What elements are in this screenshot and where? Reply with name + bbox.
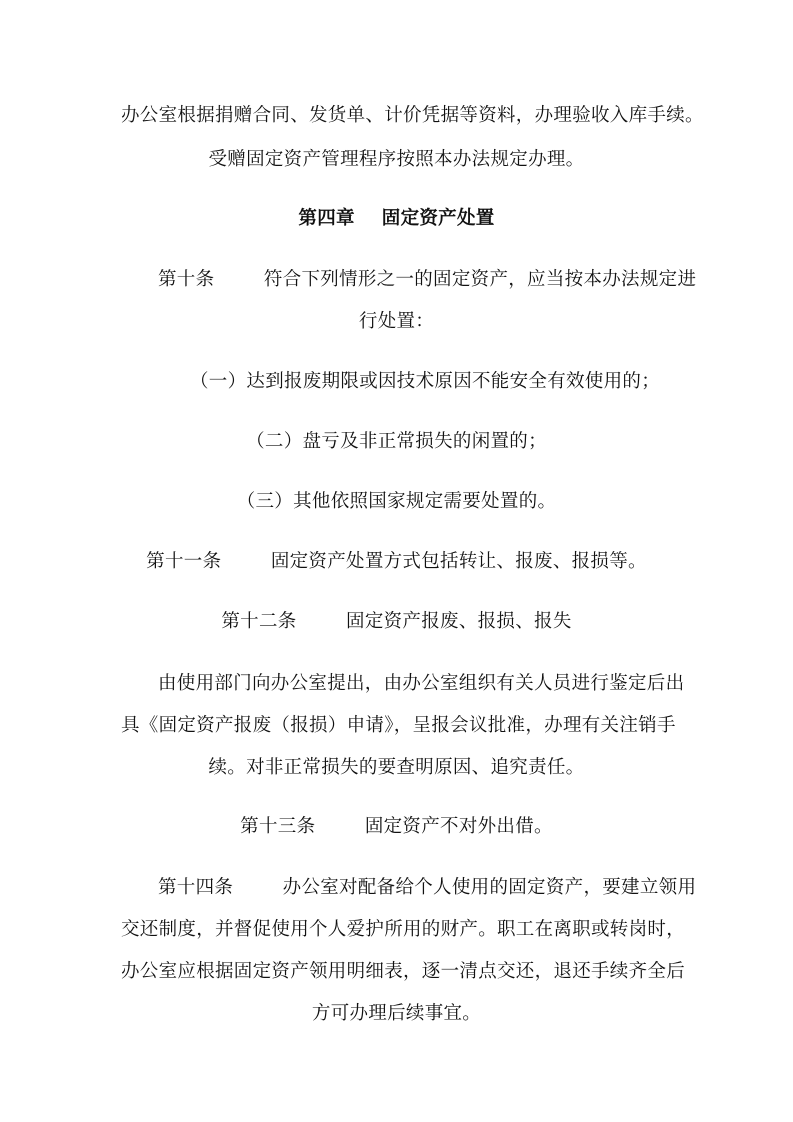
chapter-heading: 第四章 固定资产处置: [298, 208, 495, 229]
list-item: （三）其他依照国家规定需要处置的。: [236, 491, 557, 512]
list-item: （二）盘亏及非正常损失的闲置的；: [246, 431, 547, 452]
paragraph-line: 由使用部门向办公室提出，由办公室组织有关人员进行鉴定后出: [158, 673, 685, 694]
article-line: 第十二条 固定资产报废、报损、报失: [221, 611, 572, 632]
article-line: 第十四条 办公室对配备给个人使用的固定资产，要建立领用: [158, 877, 697, 898]
list-item: （一）达到报废期限或因技术原因不能安全有效使用的；: [190, 371, 661, 392]
article-line: 办公室应根据固定资产领用明细表，逐一清点交还，退还手续齐全后: [121, 961, 686, 982]
paragraph-line: 续。对非正常损失的要查明原因、追究责任。: [208, 757, 585, 778]
article-line: 第十三条 固定资产不对外出借。: [240, 816, 553, 837]
article-line: 第十条 符合下列情形之一的固定资产，应当按本办法规定进: [158, 269, 697, 290]
article-line: 交还制度，并督促使用个人爱护所用的财产。职工在离职或转岗时，: [121, 919, 686, 940]
article-line: 行处置：: [358, 311, 435, 332]
article-line: 第十一条 固定资产处置方式包括转让、报废、报损等。: [146, 551, 647, 572]
paragraph-line: 具《固定资产报废（报损）申请》，呈报会议批准，办理有关注销手: [121, 715, 676, 736]
article-line: 方可办理后续事宜。: [311, 1003, 482, 1024]
paragraph-line: 办公室根据捐赠合同、发货单、计价凭据等资料，办理验收入库手续。: [121, 105, 704, 126]
paragraph-line: 受赠固定资产管理程序按照本办法规定办理。: [208, 149, 585, 170]
